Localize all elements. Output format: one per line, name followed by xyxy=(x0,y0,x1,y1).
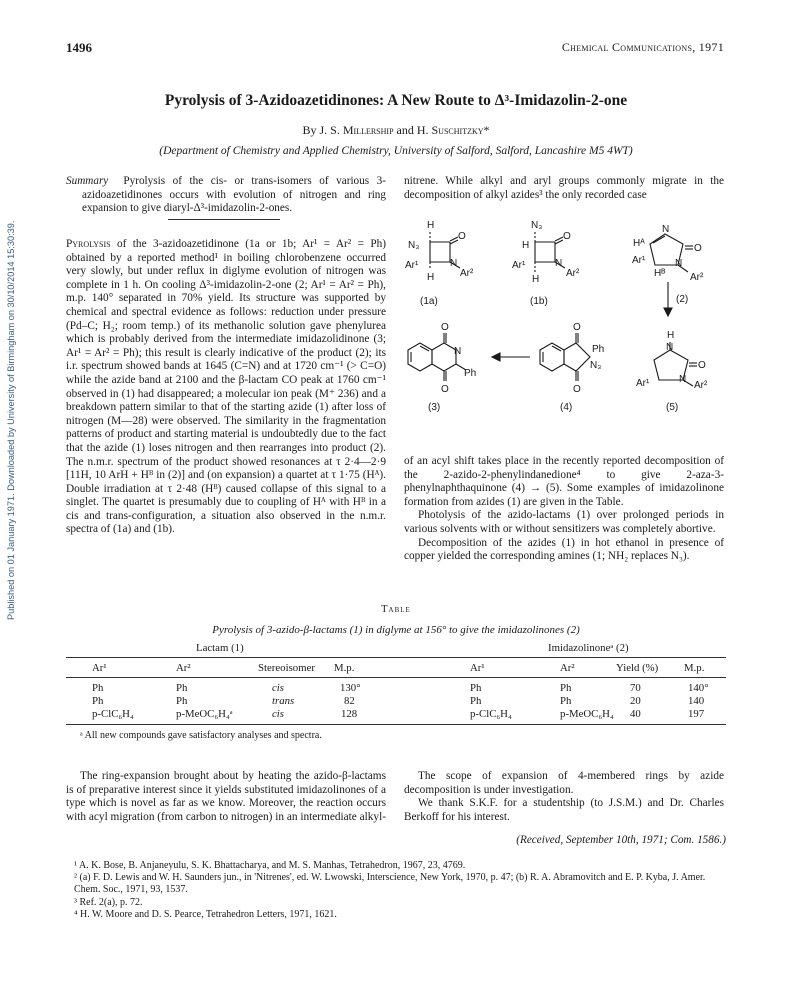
atom-n: N xyxy=(662,224,670,235)
table-footnote: ᵃ All new compounds gave satisfactory analyses and spectra. xyxy=(80,730,322,741)
table-cell: 128 xyxy=(341,708,358,720)
table-cell: 82 xyxy=(344,695,355,707)
table-cell: 20 xyxy=(630,695,641,707)
lower-left-column xyxy=(66,770,386,824)
body-right-middle xyxy=(404,455,724,564)
footnote-2: ² (a) F. D. Lewis and W. H. Saunders jun., in 'Nitrenes', ed. W. Lwowski, Interscience, New York, 1970, p. 47; (b) R. A. Abramovitch and E. P. Kyba, J. Amer. Chem. Soc., 1971, 93, 1537. xyxy=(74,872,706,896)
table-cell: 140 xyxy=(688,695,705,707)
atom-ar2: Ar² xyxy=(694,380,708,391)
atom-h: H xyxy=(532,274,540,285)
atom-ha: Hᴬ xyxy=(633,238,645,249)
footnote-4: ⁴ H. W. Moore and D. S. Pearce, Tetrahedron Letters, 1971, 1621. xyxy=(74,908,337,920)
table-cell: cis xyxy=(272,708,284,720)
atom-n: N xyxy=(454,346,462,357)
table-subtitle: Pyrolysis of 3-azido-β-lactams (1) in diglyme at 156° to give the imidazolinones (2) xyxy=(212,624,580,636)
atom-n: N xyxy=(450,258,458,269)
atom-n3: N₃ xyxy=(531,220,543,231)
author-2: H. Suschitzky* xyxy=(416,123,490,137)
received-date: (Received, September 10th, 1971; Com. 1586.) xyxy=(516,834,726,846)
atom-h: H xyxy=(427,272,435,283)
table-header: Yield (%) xyxy=(616,662,659,674)
body-right-p1: of an acyl shift takes place in the recently reported decomposition of the 2-azido-2-phenylindanedione⁴ to give 2-aza-3-phenylnaphthaquinone (4) → (5). Some examples of imidazolinone formation from azides (1) are given in the Table. xyxy=(404,455,724,508)
atom-ar2: Ar² xyxy=(690,272,704,283)
table-cell: 130° xyxy=(340,682,361,694)
body-right-top xyxy=(404,175,724,202)
atom-n3: N₃ xyxy=(590,360,602,371)
footnote-3: ³ Ref. 2(a), p. 72. xyxy=(74,896,143,908)
structure-5 xyxy=(408,333,466,381)
atom-ar1: Ar¹ xyxy=(636,378,650,389)
table-cell: 140° xyxy=(688,682,709,694)
table-rule-top xyxy=(66,657,726,658)
atom-ar1: Ar¹ xyxy=(632,255,646,266)
body-left-paragraph: of the 3-azidoazetidinone (1a or 1b; Ar¹ = Ar² = Ph) obtained by a reported method¹ in boiling chlorobenzene occurred very slowly, but under reflux in diglyme evolution of nitrogen was complete in 1 h. On cooling Δ³-imidazolin-2-one (2; Ar¹ = Ar² = Ph), m.p. 140° separated in 70% yield. Its structure was supported by chemical and spectral evidence as follows: reduction under pressure (Pd–C; H₂; room temp.) of its methanolic solution gave phenylurea which is probably derived from the intermediate imidazolidinone (3; Ar¹ = Ar² = Ph); this result is clearly indicative of the product (2); its i.r. spectrum showed bands at 1645 (C=N) and at 1720 cm⁻¹ (> C=O) while the azide band at 2100 and the β-lactam CO peak at 1760 cm⁻¹ observed in (1) had disappeared; a molecular ion peak (M⁺ 236) and a breakdown pattern similar to that of the starting azide (1) after loss of nitrogen (M—28) were observed. The similarity in the fragmentation patterns of product and starting material is undoubtedly due to the fact that the azide (1) loses nitrogen and then rearranges into product (2). The n.m.r. spectrum of the product showed resonances at τ 2·4—2·9 [11H, 10 ArH + Hᴮ in (2)] and (on expansion) a quartet at τ 1·75 (Hᴬ). Double irradiation at τ 2·48 (Hᴮ) caused collapse of this signal to a singlet. The quartet is presumably due to coupling of Hᴬ with Hᴮ in a cis and trans-configuration, a situation also observed in the n.m.r. spectra of (1a) and (1b). xyxy=(66,238,387,536)
table-cell: p-MeOC₆H₄ xyxy=(560,708,614,720)
arrow-4-to-5 xyxy=(492,353,530,361)
and-word: and xyxy=(396,123,414,137)
table-rule-bottom xyxy=(66,724,726,725)
table-cell: cis xyxy=(272,682,284,694)
atom-h: H xyxy=(522,240,530,251)
atom-o: O xyxy=(698,360,706,371)
author-line xyxy=(0,123,792,138)
atom-n: N xyxy=(666,342,674,353)
footnotes xyxy=(66,860,728,921)
table-cell: p-ClC₆H₄ xyxy=(470,708,512,720)
label-2: (2) xyxy=(676,294,689,305)
table-cell: p-ClC₆H₄ xyxy=(92,708,134,720)
summary-rule xyxy=(168,219,280,220)
label-5: (3) xyxy=(428,402,441,413)
atom-ar1: Ar¹ xyxy=(405,260,419,271)
page-number: 1496 xyxy=(66,40,92,55)
table-group-left: Lactam (1) xyxy=(196,642,244,654)
table-header: Ar¹ xyxy=(92,662,107,674)
scheme-graphics xyxy=(408,230,697,386)
atom-o: O xyxy=(441,384,449,395)
label-4: (4) xyxy=(560,402,573,413)
table-cell: Ph xyxy=(176,682,188,694)
atom-ph: Ph xyxy=(464,368,477,379)
atom-n3: N₃ xyxy=(408,240,420,251)
label-1a: (1a) xyxy=(420,296,438,307)
lower-right-p2: We thank S.K.F. for a studentship (to J.S.M.) and Dr. Charles Berkoff for his interest. xyxy=(404,797,724,823)
lower-left-paragraph: The ring-expansion brought about by heating the azido-β-lactams is of preparative interest since it yields substituted imidazolinones of a type which is novel as far as we know. Moreover, the reaction occurs with acyl migration (from carbon to nitrogen) in an intermediate alkyl- xyxy=(66,770,386,823)
table-cell: 70 xyxy=(630,682,641,694)
atom-o: O xyxy=(441,322,449,333)
download-watermark: Published on 01 January 1971. Downloaded by University of Birmingham on 30/10/2014 15:30:39. xyxy=(6,220,16,620)
body-right-p2: Photolysis of the azido-lactams (1) over prolonged periods in various solvents with or without sensitizers was completely abortive. xyxy=(404,509,724,535)
table-cell: 40 xyxy=(630,708,641,720)
table-cell: Ph xyxy=(470,695,482,707)
atom-n: N xyxy=(675,258,683,269)
lower-right-p1: The scope of expansion of 4-membered rings by azide decomposition is under investigation. xyxy=(404,770,724,796)
table-header: Ar² xyxy=(560,662,575,674)
table-header: M.p. xyxy=(334,662,355,674)
atom-o: O xyxy=(573,384,581,395)
arrow-2-to-3 xyxy=(664,282,672,316)
atom-h: H xyxy=(427,220,435,231)
atom-ar2: Ar² xyxy=(566,268,580,279)
table-cell: Ph xyxy=(560,682,572,694)
label-3: (5) xyxy=(666,402,679,413)
table-rule-mid xyxy=(66,677,726,678)
atom-ar2: Ar² xyxy=(460,268,474,279)
journal-header: Chemical Communications, 1971 xyxy=(561,40,724,54)
table-header: Stereoisomer xyxy=(258,662,315,674)
summary xyxy=(66,175,386,216)
lead-word: Pyrolysis xyxy=(66,238,111,250)
author-1: J. S. Millership xyxy=(319,123,394,137)
structure-2 xyxy=(650,234,693,272)
table-cell: Ph xyxy=(470,682,482,694)
affiliation: (Department of Chemistry and Applied Chemistry, University of Salford, Salford, Lancashire M5 4WT) xyxy=(159,145,633,157)
body-right-p3: Decomposition of the azides (1) in hot ethanol in presence of copper yielded the corresponding amines (1; NH₂ replaces N₃). xyxy=(404,536,724,563)
atom-n: N xyxy=(679,374,687,385)
structure-4 xyxy=(540,333,590,381)
summary-text: Pyrolysis of the cis- or trans-isomers of various 3-azidoazetidinones occurs with evolution of nitrogen and ring expansion to give diaryl-Δ³-imidazolin-2-ones. xyxy=(82,175,386,214)
atom-o: O xyxy=(573,322,581,333)
table-cell: Ph xyxy=(176,695,188,707)
table-group-right: Imidazolinoneᵃ (2) xyxy=(548,642,629,654)
table-cell: trans xyxy=(272,695,295,707)
atom-o: O xyxy=(458,231,466,242)
summary-label: Summary xyxy=(66,175,109,187)
body-right-top-text: nitrene. While alkyl and aryl groups commonly migrate in the decomposition of alkyl azides³ the only recorded case xyxy=(404,175,724,201)
label-1b: (1b) xyxy=(530,296,548,307)
lower-right-column xyxy=(404,770,724,824)
table-caption: Table xyxy=(381,604,411,615)
table-cell: p-MeOC₆H₄ᵃ xyxy=(176,708,233,720)
atom-ar1: Ar¹ xyxy=(512,260,526,271)
table-cell: Ph xyxy=(92,695,104,707)
atom-h: H xyxy=(667,330,675,341)
table-cell: 197 xyxy=(688,708,705,720)
atom-hb: Hᴮ xyxy=(654,268,666,279)
structure-3 xyxy=(654,342,697,386)
table-header: M.p. xyxy=(684,662,705,674)
table-header: Ar² xyxy=(176,662,191,674)
footnote-1: ¹ A. K. Bose, B. Anjaneyulu, S. K. Bhattacharya, and M. S. Manhas, Tetrahedron, 1967, 23, 4769. xyxy=(74,860,466,871)
article-title: Pyrolysis of 3-Azidoazetidinones: A New Route to Δ³-Imidazolin-2-one xyxy=(164,92,628,109)
table-header: Ar¹ xyxy=(470,662,485,674)
table-cell: Ph xyxy=(560,695,572,707)
atom-o: O xyxy=(694,243,702,254)
by-word: By xyxy=(302,123,317,137)
atom-n: N xyxy=(555,258,563,269)
atom-o: O xyxy=(563,231,571,242)
reaction-scheme xyxy=(400,210,730,450)
body-left-column xyxy=(66,238,386,537)
table-cell: Ph xyxy=(92,682,104,694)
atom-ph: Ph xyxy=(592,344,605,355)
